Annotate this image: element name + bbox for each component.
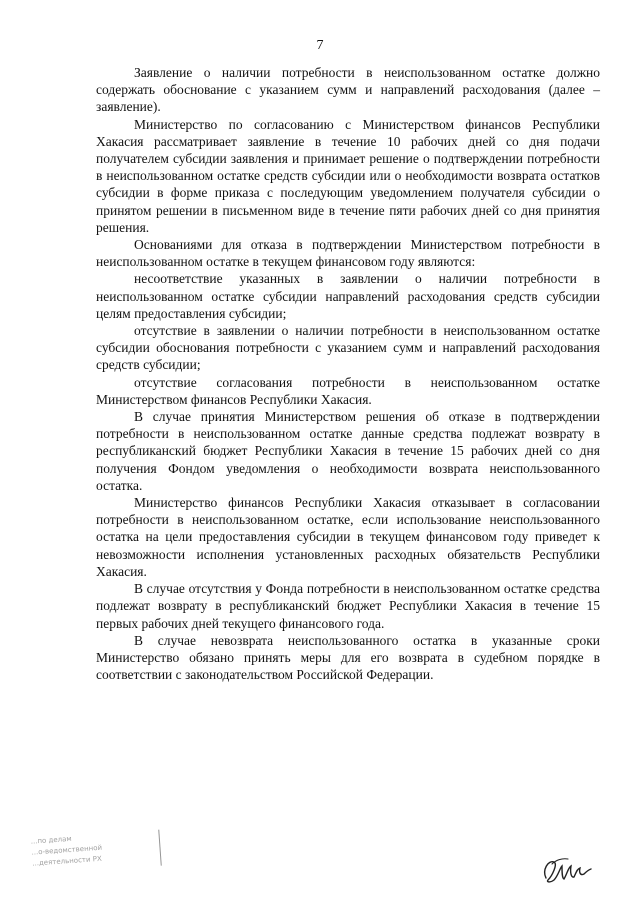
document-body: [96, 64, 600, 683]
paragraph-no-need-return: В случае отсутствия у Фонда потребности в неиспользованном остатке средства подлежат возврату в республиканский бюджет Республики Хакасия в течение 15 первых рабочих дней текущего финансового года.: [96, 581, 600, 631]
stamp-line: ...деятельности РХ: [32, 854, 103, 868]
paragraph-application-content: Заявление о наличии потребности в неиспользованном остатке должно содержать обоснование с указанием сумм и направлений расходования (далее – заявление).: [96, 65, 600, 115]
paragraph-ground-no-justification: отсутствие в заявлении о наличии потребности в неиспользованном остатке субсидии обоснования потребности с указанием сумм и направлений расходования средств субсидии;: [96, 323, 600, 373]
signature-icon: [540, 852, 596, 886]
stamp-line: ...по делам: [30, 834, 72, 846]
paragraph-finance-ministry-refusal: Министерство финансов Республики Хакасия отказывает в согласовании потребности в неиспользованном остатке, если использование неиспользованного остатка на цели предоставления субсидии в текущем финансовом году приведет к невозможности исполнения установленных расходных обязательств Республики Хакасия.: [96, 495, 600, 579]
paragraph-review-procedure: Министерство по согласованию с Министерством финансов Республики Хакасия рассматривает заявление в течение 10 рабочих дней со дня подачи получателем субсидии заявления и принимает решение о подтверждении потребности в неиспользованном остатке средств субсидии или о необходимости возврата остатков субсидии в форме приказа с последующим уведомлением получателя субсидии о принятом решении в письменном виде в течение пяти рабочих дней со дня принятия решения.: [96, 116, 600, 235]
paragraph-court-recovery: В случае невозврата неиспользованного остатка в указанные сроки Министерство обязано принять меры для его возврата в судебном порядке в соответствии с законодательством Российской Федерации.: [96, 632, 600, 683]
paragraph-refusal-return: В случае принятия Министерством решения об отказе в подтверждении потребности в неиспользованном остатке данные средства подлежат возврату в республиканский бюджет Республики Хакасия в течение 15 рабочих дней со дня получения Фондом уведомления о необходимости возврата неиспользованного остатка.: [96, 409, 600, 493]
paragraph-refusal-grounds: Основаниями для отказа в подтверждении Министерством потребности в неиспользованном остатке в текущем финансовом году являются:: [96, 237, 600, 270]
page-number: 7: [316, 38, 324, 53]
paragraph-ground-mismatch: несоответствие указанных в заявлении о наличии потребности в неиспользованном остатке субсидии направлений расходования средств субсидии целям предоставления субсидии;: [96, 271, 600, 321]
stamp: [30, 827, 165, 886]
stamp-line: ...о-ведомственной: [31, 843, 103, 857]
paragraph-ground-no-approval: отсутствие согласования потребности в неиспользованном остатке Министерством финансов Республики Хакасия.: [96, 374, 600, 407]
